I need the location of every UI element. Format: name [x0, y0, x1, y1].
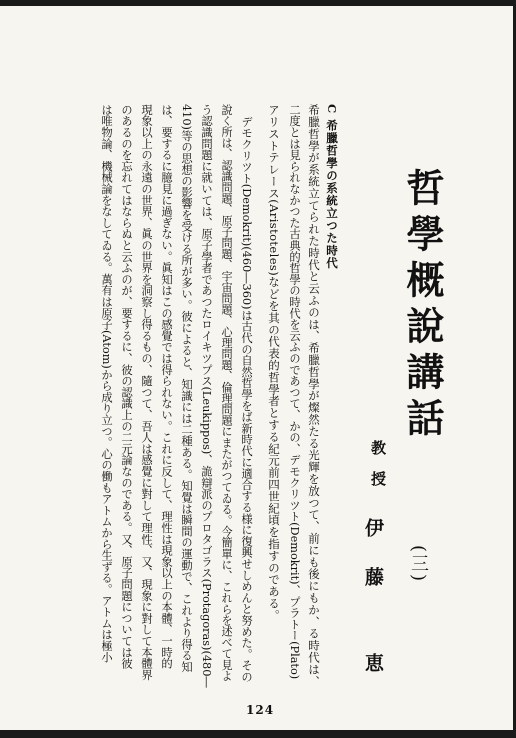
author-name: 伊藤 恵 — [362, 518, 384, 702]
body-line-8: は、要するに臆見に過ぎない。眞知はこの感覺では得られない。これに反して、理性は現象以上の本體、一時的 — [160, 104, 173, 669]
article-title: 哲學概說講話 — [400, 168, 445, 444]
body-line-10: のあるのを忘れてはならぬと云ふのが、要するに、彼の認識上の二元論なのである。又、原子問題については彼 — [120, 104, 133, 669]
body-line-2: 二度とは見られなかつた古典的哲學の時代を云ふのであつて、かの、デモクリツト(Demokrit)、プラトー(Plato) — [288, 104, 301, 680]
body-line-7: 410)等の思想の影響を受ける所が多い。彼によると、知識には二種ある。知覺は瞬間の運動で、これより得る知 — [180, 104, 193, 673]
body-line-3: アリストテレース(Aristoteles)などを其の代表的哲學者とする紀元前四世紀頃を指すのである。 — [267, 104, 281, 622]
volume-number: (三) — [408, 545, 429, 584]
body-line-9: 現象以上の永遠の世界、眞の世界を洞察し得るもの、隨つて、吾人は感覺に對して理性、又、現象に對して本體界 — [140, 104, 153, 681]
author-role: 教授 — [369, 440, 387, 502]
page-number: 124 — [246, 703, 275, 717]
scan-edge-bottom — [0, 730, 516, 738]
section-heading: C 希臘哲學の系統立つた時代 — [325, 104, 339, 270]
body-line-1: 希臘哲學が系統立てられた時代と云ふのは、希臘哲學が燦然たる光輝を放つて、前にも後にもか、る時代は、 — [307, 104, 321, 688]
body-line-5: 說く所は、認識問題、原子問題、宇宙問題、心理問題、倫理問題にまたがつてゐる。今簡單に、これらを述べて見よ — [220, 104, 233, 682]
body-line-4: デモクリツト(Demokrit)(460―360)は古代の自然哲學をば新時代に適合する様に復興せしめんと努めた。その — [240, 116, 253, 683]
body-line-6: う認識問題に就いては、原子學者であつたロイキツプス(Leukippos)、詭辯派のプロタゴラス(Protagoras)(480― — [200, 104, 213, 688]
scan-edge-top — [0, 0, 516, 6]
body-line-11: は唯物論、機械論をなしてゐる。萬有は原子(Atom)から成り立つ。心の働もアトムから生ずる。アトムは極小 — [100, 104, 113, 663]
